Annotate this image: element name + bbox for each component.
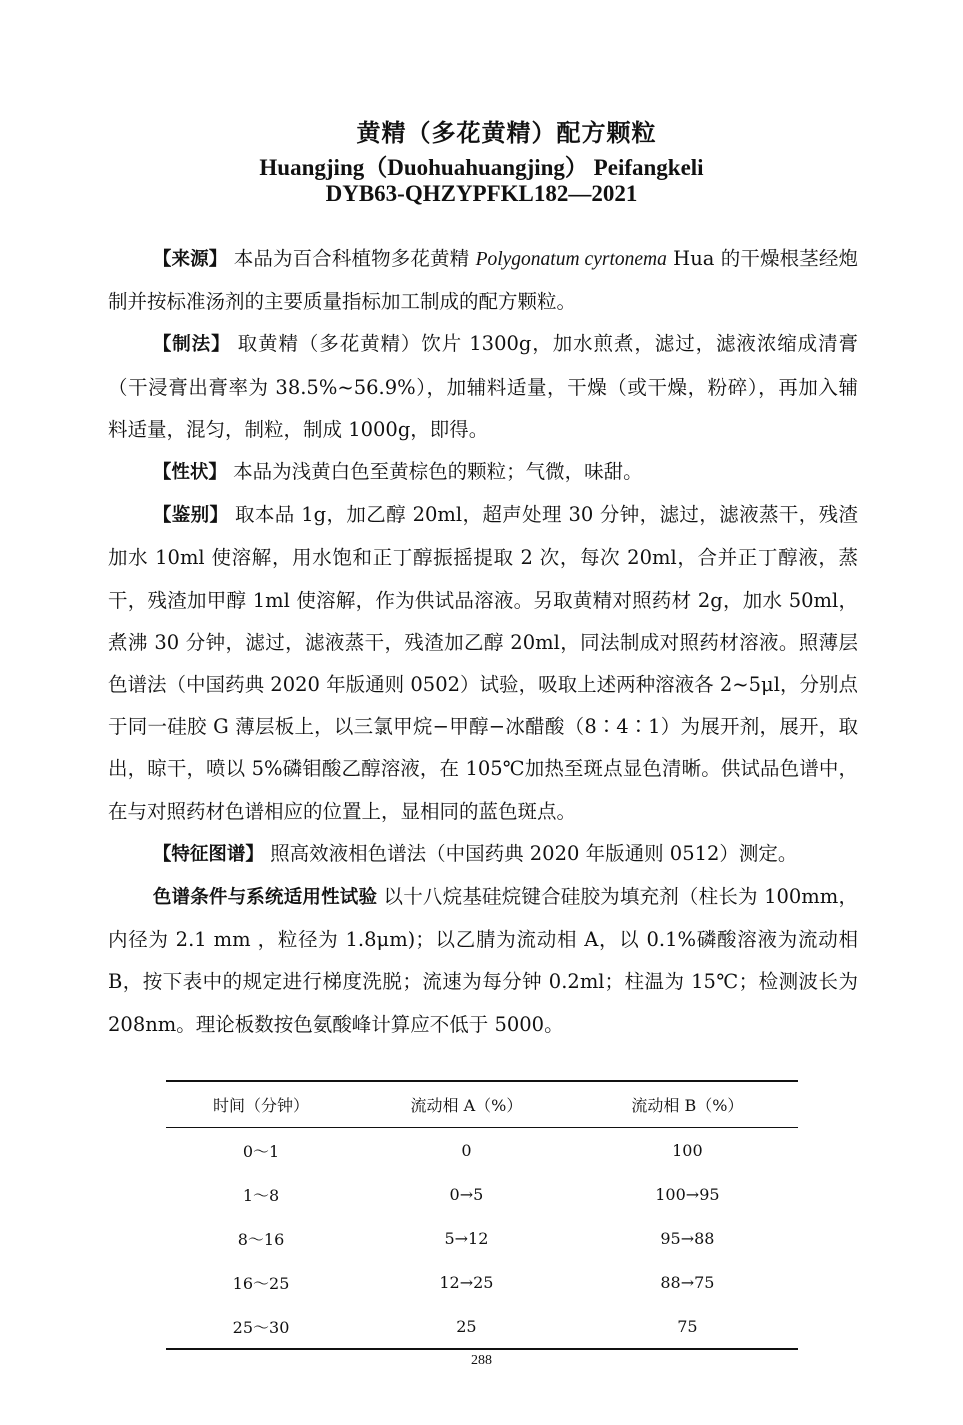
characters-text: 本品为浅黄白色至黄棕色的颗粒；气微，味甜。 (233, 460, 643, 484)
source-text-before: 本品为百合科植物多花黄精 (233, 247, 476, 270)
cell-time: 25～30 (232, 1317, 290, 1337)
page-number: 288 (471, 1353, 492, 1368)
cell-phase-b: 75 (677, 1316, 698, 1336)
fingerprint-text: 照高效液相色谱法（中国药典 2020 年版通则 0512）测定。 (270, 841, 798, 865)
cell-phase-a: 5→12 (444, 1228, 489, 1248)
cell-time: 8～16 (237, 1229, 285, 1249)
preparation-label: 【制法】 (152, 334, 231, 356)
cell-phase-a: 12→25 (439, 1272, 494, 1292)
source-text-after: Hua 的干燥根茎经炮制并按标准汤剂的主要质量指标加工制成的配方颗粒。 (108, 247, 858, 314)
table-row (166, 1260, 798, 1304)
header-phase-a: 流动相 A（%） (410, 1096, 523, 1115)
table-row (166, 1304, 798, 1349)
source-label: 【来源】 (152, 249, 228, 270)
title-chinese: 黄精（多花黄精）配方颗粒 (356, 118, 657, 147)
section-conditions (108, 876, 858, 1046)
cell-time: 1～8 (242, 1185, 280, 1205)
cell-phase-a: 25 (456, 1316, 477, 1336)
gradient-table (166, 1080, 798, 1350)
section-characters (108, 451, 858, 494)
cell-phase-b: 100 (672, 1140, 703, 1160)
monograph-body (108, 238, 858, 1046)
table-row (166, 1128, 798, 1173)
cell-time: 0～1 (242, 1141, 280, 1161)
identification-label: 【鉴别】 (152, 505, 229, 527)
preparation-text: 取黄精（多花黄精）饮片 1300g，加水煎煮，滤过，滤液浓缩成清膏（干浸膏出膏率为 38.5%~56.9%），加辅料适量，干燥（或干燥，粉碎），再加入辅料适量，混匀，制粒，制成 1000g，即得。 (108, 332, 858, 441)
identification-text: 取本品 1g，加乙醇 20ml，超声处理 30 分钟，滤过，滤液蒸干，残渣加水 10ml 使溶解，用水饱和正丁醇振摇提取 2 次，每次 20ml，合并正丁醇液，蒸干，残渣加甲醇 1ml 使溶解，作为供试品溶液。另取黄精对照药材 2g，加水 50ml，煮沸 30 分钟，滤过，滤液蒸干，残渣加乙醇 20ml，同法制成对照药材溶液。照薄层色谱法（中国药典 2020 年版通则 0502）试验，吸取上述两种溶液各 2~5μl，分别点于同一硅胶 G 薄层板上，以三氯甲烷−甲醇−冰醋酸（8∶4∶1）为展开剂，展开，取出，晾干，喷以 5%磷钼酸乙醇溶液，在 105℃加热至斑点显色清晰。供试品色谱中，在与对照药材色谱相应的位置上，显相同的蓝色斑点。 (108, 503, 858, 823)
cell-phase-a: 0 (461, 1140, 472, 1160)
conditions-label: 色谱条件与系统适用性试验 (152, 887, 378, 909)
section-fingerprint (108, 833, 858, 876)
cell-time: 16～25 (232, 1273, 290, 1293)
characters-label: 【性状】 (152, 462, 227, 484)
cell-phase-b: 95→88 (660, 1228, 715, 1248)
conditions-text: 以十八烷基硅烷键合硅胶为填充剂（柱长为 100mm，内径为 2.1 mm ，粒径为 1.8μm)；以乙腈为流动相 A，以 0.1%磷酸溶液为流动相 B，按下表中的规定进行梯度洗脱；流速为每分钟 0.2ml；柱温为 15℃；检测波长为 208nm。理论板数按色氨酸峰计算应不低于 5000。 (108, 885, 858, 1036)
latin-name: Polygonatum cyrtonema (475, 249, 667, 270)
section-identification (108, 494, 858, 833)
table-row (166, 1216, 798, 1260)
cell-phase-b: 88→75 (660, 1272, 715, 1292)
fingerprint-label: 【特征图谱】 (152, 843, 264, 865)
table-row (166, 1172, 798, 1216)
header-time: 时间（分钟） (213, 1096, 310, 1115)
table-header-row (166, 1081, 798, 1128)
section-preparation (108, 323, 858, 451)
header-phase-b: 流动相 B（%） (631, 1096, 744, 1115)
title-pinyin: Huangjing（Duohuahuangjing） Peifangkeli (259, 155, 704, 180)
section-source (108, 238, 858, 323)
cell-phase-a: 0→5 (449, 1184, 484, 1204)
standard-code: DYB63-QHZYPFKL182—2021 (325, 181, 638, 206)
cell-phase-b: 100→95 (655, 1184, 720, 1204)
